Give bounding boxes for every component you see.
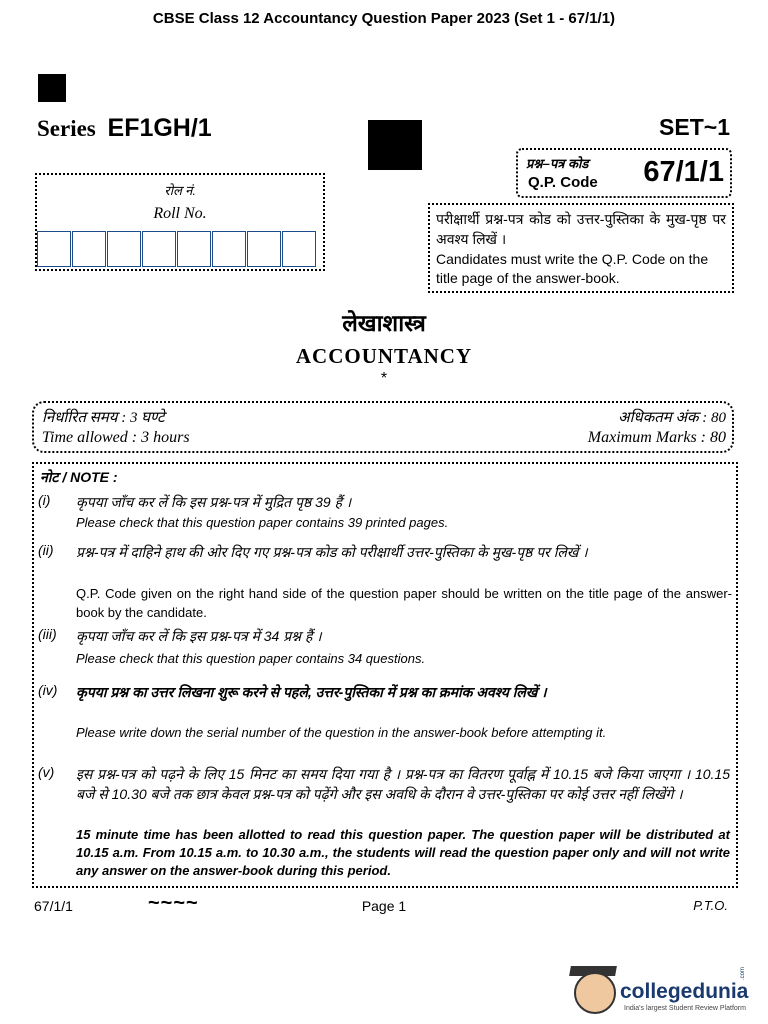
note-item-hindi: कृपया जाँच कर लें कि इस प्रश्न-पत्र में मुद्रित पृष्ठ 39 हैं ।: [76, 494, 352, 510]
note-item-hindi: कृपया जाँच कर लें कि इस प्रश्न-पत्र में 34 प्रश्न हैं ।: [76, 628, 322, 644]
note-item-english: Please write down the serial number of the question in the answer-book before attempting it.: [76, 725, 607, 740]
note-item-english: Please check that this question paper contains 34 questions.: [76, 651, 426, 666]
footer-tilde-mark: ~~~~: [148, 892, 199, 914]
roll-label-english: Roll No.: [153, 205, 207, 222]
note-title: नोट / NOTE :: [40, 469, 118, 485]
qr-code-small-icon: [38, 74, 66, 102]
series-code: EF1GH/1: [107, 114, 212, 142]
brand-name[interactable]: collegedunia: [620, 980, 749, 1003]
subject-title-hindi: लेखाशास्त्र: [342, 310, 426, 336]
series-label: [37, 114, 212, 143]
note-item-number: (v): [38, 764, 55, 780]
qp-code-box: [516, 148, 732, 198]
note-item-hindi: इस प्रश्न-पत्र को पढ़ने के लिए 15 मिनट का समय दिया गया है । प्रश्न-पत्र का वितरण पूर्वाह्न में 10.15 बजे किया जाएगा । 10.15 बजे से 10.30 बजे तक छात्र केवल प्रश्न-पत्र को पढ़ेंगे और इस अवधि के दौरान वे उत्तर-पुस्तिका पर कोई उत्तर नहीं लिखेंगे ।: [76, 766, 730, 802]
time-marks-box: [32, 401, 734, 453]
roll-cell[interactable]: [282, 231, 316, 267]
roll-number-cells: [37, 231, 317, 267]
note-item-number: (ii): [38, 542, 54, 558]
note-item-english: Q.P. Code given on the right hand side of the question paper should be written on the title page of the answer-book by the candidate.: [76, 586, 732, 620]
footer-paper-code: 67/1/1: [34, 898, 73, 914]
max-marks-english: Maximum Marks : 80: [587, 429, 726, 446]
roll-cell[interactable]: [212, 231, 246, 267]
subject-title-english: ACCOUNTANCY: [295, 344, 473, 368]
note-box: [32, 462, 738, 888]
time-allowed-hindi: निर्धारित समय : 3 घण्टे: [42, 410, 165, 426]
series-text: Series: [37, 116, 96, 141]
note-item-hindi: प्रश्न-पत्र में दाहिने हाथ की ओर दिए गए प्रश्न-पत्र कोड को परीक्षार्थी उत्तर-पुस्तिका के मुख-पृष्ठ पर लिखें ।: [76, 544, 588, 560]
note-item-number: (i): [38, 492, 51, 508]
brand-tagline: India's largest Student Review Platform: [624, 1005, 746, 1012]
star-mark: *: [380, 370, 388, 387]
note-item-english: Please check that this question paper contains 39 printed pages.: [76, 515, 449, 530]
instruction-hindi: परीक्षार्थी प्रश्न-पत्र कोड को उत्तर-पुस्तिका के मुख-पृष्ठ पर अवश्य लिखें ।: [436, 211, 726, 247]
document-title: CBSE Class 12 Accountancy Question Paper 2023 (Set 1 - 67/1/1): [152, 10, 616, 27]
roll-label-hindi: रोल नं.: [164, 183, 196, 198]
page-number: Page 1: [361, 898, 407, 914]
student-avatar-icon: [574, 972, 616, 1014]
roll-cell[interactable]: [72, 231, 106, 267]
max-marks-hindi: अधिकतम अंक : 80: [618, 410, 726, 426]
set-label: SET~1: [659, 114, 730, 140]
roll-cell[interactable]: [177, 231, 211, 267]
pto-label: P.T.O.: [693, 898, 728, 913]
brand-suffix: .com: [740, 966, 746, 980]
qp-code-value: 67/1/1: [643, 156, 724, 188]
roll-cell[interactable]: [142, 231, 176, 267]
note-item-hindi: कृपया प्रश्न का उत्तर लिखना शुरू करने से पहले, उत्तर-पुस्तिका में प्रश्न का क्रमांक अवश्य लिखें ।: [76, 684, 547, 700]
qp-label-english: Q.P. Code: [528, 174, 598, 191]
qp-label-hindi: प्रश्न–पत्र कोड: [526, 156, 589, 171]
time-allowed-english: Time allowed : 3 hours: [42, 429, 190, 446]
roll-cell[interactable]: [247, 231, 281, 267]
note-item-number: (iv): [38, 682, 58, 698]
note-item-english: 15 minute time has been allotted to read this question paper. The question paper will be distributed at 10.15 a.m. From 10.15 a.m. to 10.30 a.m., the students will read the question paper only and will not write any answer on the answer-book during this period.: [76, 827, 730, 878]
instruction-english: Candidates must write the Q.P. Code on the title page of the answer-book.: [436, 251, 709, 286]
qp-code-instruction-box: [428, 203, 734, 293]
qr-code-icon: [368, 120, 422, 170]
note-item-number: (iii): [38, 626, 57, 642]
roll-cell[interactable]: [107, 231, 141, 267]
roll-cell[interactable]: [37, 231, 71, 267]
roll-number-box: [35, 173, 325, 271]
